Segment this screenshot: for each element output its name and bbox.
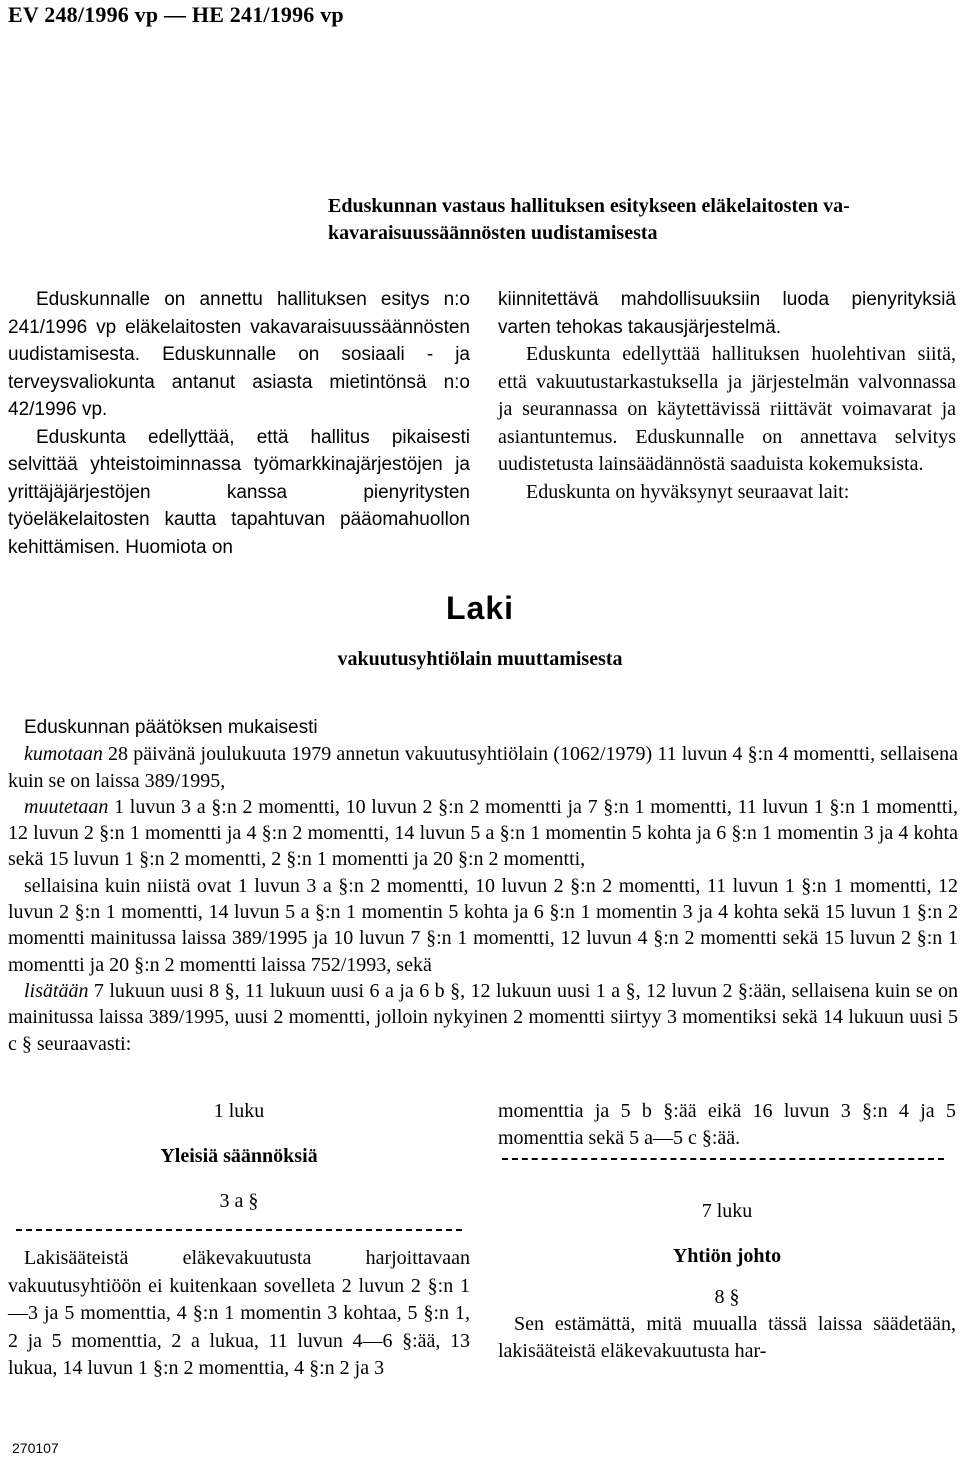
law-subtitle: vakuutusyhtiölain muuttamisesta xyxy=(337,648,623,670)
left-paragraph-2: Eduskunta edellyttää, että hallitus pikaisesti selvittää yhteistoiminnassa työmarkkinajärjestöjen ja yrittäjäjärjestöjen kanssa pienyritysten työeläkelaitosten kautta tapahtuvan pääomahuollon kehittämisen. Huomiota on xyxy=(8,426,470,558)
document-title-line-1: Eduskunnan vastaus hallituksen esitykseen eläkelaitosten va- xyxy=(328,195,850,217)
section-heading: 8 § xyxy=(714,1286,740,1308)
enactment-lead: Eduskunnan päätöksen mukaisesti xyxy=(24,717,318,738)
law-title: Laki xyxy=(445,590,515,626)
right-column xyxy=(498,286,956,506)
bottom-right-column xyxy=(498,1098,956,1365)
page-header: EV 248/1996 vp — HE 241/1996 vp xyxy=(8,2,344,27)
enactment-muutetaan xyxy=(8,794,958,873)
enactment-lisataan xyxy=(8,978,958,1057)
page-code: 270107 xyxy=(12,1440,59,1456)
section-heading: 3 a § xyxy=(219,1190,259,1212)
kumotaan-keyword: kumotaan xyxy=(24,743,103,766)
right-paragraph-3: Eduskunta on hyväksynyt seuraavat lait: xyxy=(526,480,850,503)
enactment-section xyxy=(8,715,958,1057)
continued-text: momenttia ja 5 b §:ää eikä 16 luvun 3 §:n 4 ja 5 momenttia sekä 5 a—5 c §:ää. xyxy=(498,1100,956,1149)
left-column xyxy=(8,286,470,561)
muutetaan-keyword: muutetaan xyxy=(24,795,109,818)
enactment-kumotaan xyxy=(8,741,958,794)
document-title xyxy=(328,193,948,247)
lisataan-keyword: lisätään xyxy=(24,979,89,1002)
chapter-heading: 1 luku xyxy=(213,1100,265,1122)
left-paragraph-1: Eduskunnalle on annettu hallituksen esitys n:o 241/1996 vp eläkelaitosten vakavaraisuussäännösten uudistamisesta. Eduskunnalle on sosiaali - ja terveysvaliokunta antanut asiasta mietintönsä n:o 42/1996 vp. xyxy=(8,289,470,420)
muutetaan-text: 1 luvun 3 a §:n 2 momentti, 10 luvun 2 §:n 2 momentti ja 7 §:n 1 momentti, 11 luvun 1 §:n 1 momentti, 12 luvun 2 §:n 1 momentti ja 4 §:n 2 momentti, 14 luvun 5 a §:n 1 momentin 5 kohta ja 6 §:n 1 momentin 3 ja 4 kohta sekä 15 luvun 1 §:n 2 momentti, 2 §:n 1 momentti ja 20 §:n 2 momentti, xyxy=(8,795,958,871)
right-paragraph-2: Eduskunta edellyttää hallituksen huolehtivan siitä, että vakuutustarkastuksella ja järjestelmän valvonnassa ja seurannassa on käytettävissä riittävät voimavarat ja asiantuntemus. Eduskunnalle on annettava selvitys uudistetusta lainsäädännöstä saaduista kokemuksista. xyxy=(498,343,956,475)
section-text: Lakisääteistä eläkevakuutusta harjoittavaan vakuutusyhtiöön ei kuitenkaan sovelleta 2 luvun 2 §:n 1—3 ja 5 momenttia, 4 §:n 1 momentin 3 kohtaa, 5 §:n 1, 2 ja 5 momenttia, 2 a lukua, 11 luvun 4—6 §:ää, 13 lukua, 14 luvun 1 §:n 2 momenttia, 4 §:n 2 ja 3 xyxy=(8,1247,470,1379)
section-text: Sen estämättä, mitä muualla tässä laissa säädetään, lakisääteistä eläkevakuutusta har- xyxy=(498,1313,956,1362)
chapter-title: Yhtiön johto xyxy=(672,1245,782,1267)
bottom-left-column xyxy=(8,1098,470,1383)
chapter-title: Yleisiä säännöksiä xyxy=(160,1145,318,1167)
kumotaan-text: 28 päivänä joulukuuta 1979 annetun vakuutusyhtiölain (1062/1979) 11 luvun 4 §:n 4 momentti, sellaisena kuin se on laissa 389/1995, xyxy=(8,743,958,792)
chapter-heading: 7 luku xyxy=(701,1200,753,1222)
omission-divider xyxy=(502,1158,944,1160)
right-paragraph-1: kiinnitettävä mahdollisuuksiin luoda pienyrityksiä varten tehokas takausjärjestelmä. xyxy=(498,289,956,338)
lisataan-text: 7 lukuun uusi 8 §, 11 lukuun uusi 6 a ja 6 b §, 12 lukuun uusi 1 a §, 12 luvun 2 §:ään, sellaisena kuin se on mainitussa laissa 389/1995, uusi 2 momentti, jolloin nykyinen 2 momentti siirtyy 3 momentiksi sekä 14 lukuun uusi 5 c § seuraavasti: xyxy=(8,979,958,1055)
enactment-sellaisina: sellaisina kuin niistä ovat 1 luvun 3 a §:n 2 momentti, 10 luvun 2 §:n 2 momentti, 11 luvun 1 §:n 1 momentti, 12 luvun 2 §:n 1 momentti, 14 luvun 5 a §:n 1 momentin 5 kohta ja 6 §:n 1 momentin 3 ja 4 kohta sekä 15 luvun 1 §:n 2 momentti mainitussa laissa 389/1995 ja 10 luvun 7 §:n 1 momentti, 12 luvun 4 §:n 2 momentti sekä 15 luvun 2 §:n 1 momentti ja 20 §:n 2 momentti laissa 752/1993, sekä xyxy=(8,874,958,976)
omission-divider xyxy=(16,1229,462,1231)
document-title-line-2: kavaraisuussäännösten uudistamisesta xyxy=(328,222,658,244)
